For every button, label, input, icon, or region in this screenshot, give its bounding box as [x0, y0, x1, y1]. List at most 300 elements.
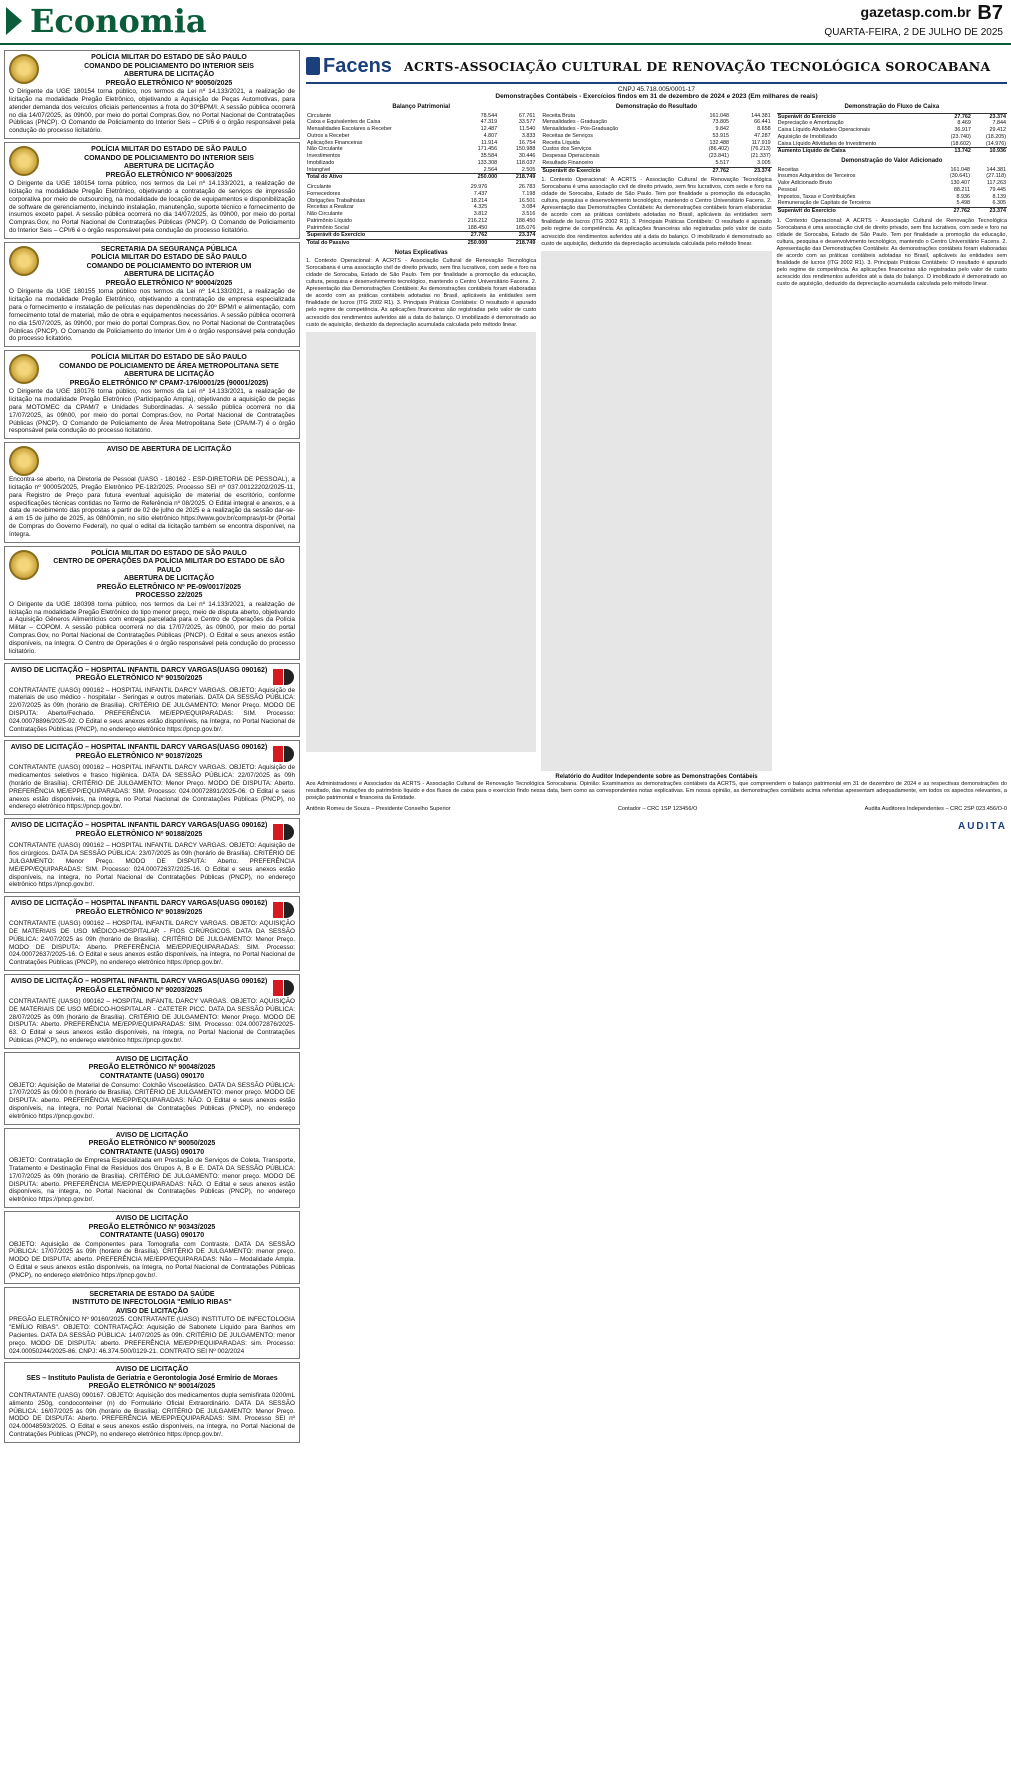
- notice-title-line: SECRETARIA DE ESTADO DA SAÚDE: [89, 1290, 215, 1298]
- signatures: [306, 806, 1007, 812]
- notice-header: [9, 1056, 295, 1082]
- table-row: [306, 153, 536, 160]
- row-label: Fornecedores: [307, 190, 341, 197]
- row-value: 79.445: [989, 186, 1006, 193]
- row-label: Imobilizado: [307, 159, 335, 166]
- row-label: Circulante: [307, 184, 332, 190]
- row-value: (23.841): [708, 153, 729, 159]
- section-title: [6, 2, 207, 40]
- notice-titles: [9, 822, 269, 839]
- legal-notice: [4, 1211, 300, 1284]
- notice-titles: [43, 550, 295, 601]
- notice-titles: [9, 1132, 295, 1158]
- table-row: [777, 141, 1007, 148]
- column-1: [306, 102, 536, 771]
- police-seal-icon: [9, 354, 39, 384]
- notice-title-line: AVISO DE LICITAÇÃO: [115, 1215, 189, 1223]
- table-row: [306, 140, 536, 147]
- row-value: 10.936: [972, 148, 1007, 155]
- balance-assets-table: [306, 113, 536, 182]
- row-value: (27.118): [986, 173, 1006, 180]
- row-value: 8.658: [757, 126, 771, 132]
- notice-title-line: AVISO DE LICITAÇÃO: [115, 1307, 189, 1315]
- notice-titles: [43, 146, 295, 180]
- row-label: Aplicações Financeiras: [307, 139, 363, 146]
- table-row: [541, 153, 771, 160]
- notice-title-line: AVISO DE LICITAÇÃO: [115, 1055, 189, 1063]
- row-value: 4.325: [473, 204, 488, 211]
- notice-body: CONTRATANTE (UASG) 090162 – HOSPITAL INFANTIL DARCY VARGAS. OBJETO: AQUISIÇÃO DE MATERIAIS DE USO MÉDICO-HOSPITALAR - CATETER PICC. DATA DA SESSÃO PÚBLICA: 28/07/2025 às 09h (horário de Brasília). CRITÉRIO DE JULGAMENTO: Menor Preço. MODO DE DISPUTA: Aberto. PREFERÊNCIA ME/EPP/EQUIPARADAS: SIM. Processo: 024.00072876/2025-63. O Edital e seus anexos estão disponíveis, na íntegra, no Portal Nacional de Contratações Públicas (PNCP), no endereço eletrônico https://pncp.gov.br/.: [9, 998, 295, 1045]
- row-label: Mensalidades - Pós-Graduação: [542, 126, 619, 132]
- column-2: [541, 102, 771, 771]
- row-value: 150.988: [515, 146, 536, 153]
- row-value: 161.048: [709, 112, 729, 119]
- notice-title-line: PREGÃO ELETRÔNICO Nº CPAM7-176/0001/25 (90001/2025): [69, 379, 269, 387]
- row-value: 29.976: [470, 184, 488, 190]
- value-added-table: [777, 167, 1007, 215]
- balance-title: Balanço Patrimonial: [392, 104, 450, 110]
- notice-body: O Dirigente da UGE 180176 torna público, nos termos da Lei nº 14.133/2021, a realização de licitação na modalidade Pregão Eletrônico (Participação Ampla), objetivando a aquisição de peças para MOTOMEC da CPAM/7 e Unidades Subordinadas. A sessão pública ocorrerá no dia 17/07/2025, às 09h00, por meio do portal Compras.Gov, no Portal Nacional de Contratações Públicas (PNCP). O Comando de Policiamento de Área Metropolitana Sete (CPA/M-7) é o órgão responsável pela condução do processo licitatório.: [9, 388, 295, 435]
- site-url[interactable]: gazetasp.com.br: [860, 4, 971, 20]
- row-value: 250.000: [440, 240, 488, 247]
- row-value: (23.740): [950, 133, 971, 140]
- row-value: 16.754: [518, 139, 536, 146]
- edition-date: QUARTA-FEIRA, 2 DE JULHO DE 2025: [824, 27, 1003, 38]
- row-value: 2.505: [521, 166, 536, 173]
- row-value: 144.381: [986, 166, 1006, 173]
- statements-subtitle: Demonstrações Contábeis - Exercícios findos em 31 de dezembro de 2024 e 2023 (Em milhares de reais): [495, 93, 818, 100]
- row-value: 29.412: [989, 127, 1006, 133]
- row-value: 171.456: [477, 146, 498, 153]
- row-value: 3.084: [521, 204, 536, 211]
- row-value: (18.602): [950, 140, 971, 147]
- row-value: 5.498: [956, 200, 970, 207]
- column-3: [777, 102, 1007, 771]
- facens-financial-statement: [306, 50, 1007, 1780]
- police-seal-icon: [9, 246, 39, 276]
- notice-title-line: AVISO DE LICITAÇÃO – HOSPITAL INFANTIL DARCY VARGAS(UASG 090162): [10, 978, 268, 986]
- notice-title-line: POLÍCIA MILITAR DO ESTADO DE SÃO PAULO: [91, 254, 247, 262]
- notice-header: [9, 246, 295, 289]
- table-row: [777, 167, 1007, 174]
- table-row: [777, 134, 1007, 141]
- notice-title-line: PROCESSO 22/2025: [135, 592, 203, 600]
- facens-logo-icon: [306, 57, 320, 75]
- notice-title-line: CONTRATANTE (UASG) 090170: [99, 1148, 205, 1156]
- row-label: Investimentos: [307, 153, 341, 159]
- row-label: Receitas de Serviços: [542, 132, 593, 139]
- table-row: [541, 126, 771, 133]
- row-label: Patrimônio Social: [307, 224, 349, 231]
- table-row: [541, 133, 771, 140]
- notice-title-line: PREGÃO ELETRÔNICO Nº 90203/2025: [75, 986, 203, 994]
- row-value: 11.914: [481, 139, 498, 146]
- notice-title-line: PREGÃO ELETRÔNICO Nº 90050/2025: [88, 1140, 216, 1148]
- notes-text-3: 1. Contexto Operacional: A ACRTS - Associação Cultural de Renovação Tecnológica Sorocabana é uma associação civil de direito privado, sem fins lucrativos, com sede e foro na cidade de Sorocaba, Estado de São Paulo. Tem por finalidade a promoção da educação, cultura, pesquisa e desenvolvimento tecnológico, mantendo o Centro Universitário Facens. 2. Apresentação das Demonstrações Contábeis: As demonstrações contábeis foram elaboradas de acordo com as práticas contábeis adotadas no Brasil, aplicáveis às entidades sem finalidade de lucros (ITG 2002 R1). 3. Principais Práticas Contábeis: O resultado é apurado pelo regime de competência. As aplicações financeiras são registradas pelo valor de custo acrescido dos rendimentos auferidos até a data do balanço. O imobilizado é demonstrado ao custo de aquisição, deduzido da depreciação acumulada calculada pelo método linear.: [776, 217, 1007, 288]
- row-label: Receita Bruta: [542, 112, 575, 119]
- row-label: Obrigações Trabalhistas: [307, 197, 366, 204]
- statement-columns: [306, 102, 1007, 771]
- org-title: ACRTS-ASSOCIAÇÃO CULTURAL DE RENOVAÇÃO TECNOLÓGICA SOROCABANA: [404, 58, 991, 74]
- signer-auditor: Audita Auditores Independentes – CRC 2SP 023.456/O-0: [864, 805, 1007, 812]
- notice-title-line: POLÍCIA MILITAR DO ESTADO DE SÃO PAULO: [91, 146, 247, 153]
- row-label: Aumento Líquido de Caixa: [777, 148, 937, 155]
- row-value: 8.936: [956, 193, 970, 200]
- row-value: 117.919: [751, 139, 771, 146]
- signer-accountant: Contador – CRC 1SP 123456/O: [617, 805, 698, 812]
- row-value: 36.917: [954, 127, 971, 133]
- notice-title-line: COMANDO DE POLICIAMENTO DO INTERIOR UM: [86, 262, 252, 270]
- notice-title-line: AVISO DE LICITAÇÃO – HOSPITAL INFANTIL DARCY VARGAS(UASG 090162): [10, 744, 268, 752]
- row-label: Caixa Líquido Atividades de Investimento: [777, 140, 877, 147]
- notice-title-line: INSTITUTO DE INFECTOLOGIA "EMÍLIO RIBAS": [72, 1299, 232, 1307]
- row-value: 67.761: [518, 112, 536, 119]
- page-number: B7: [977, 2, 1003, 24]
- row-value: 218.749: [498, 174, 536, 181]
- row-label: Aquisição de Imobilizado: [777, 133, 838, 140]
- table-row: [541, 167, 771, 174]
- notice-title-line: PREGÃO ELETRÔNICO Nº 90050/2025: [105, 79, 233, 87]
- notes-continued-block: [306, 332, 536, 752]
- row-value: 218.749: [488, 240, 536, 247]
- section-name: Economia: [30, 2, 207, 40]
- row-value: 16.501: [518, 197, 536, 204]
- row-label: Caixa e Equivalentes de Caixa: [307, 119, 381, 126]
- notice-title-line: PREGÃO ELETRÔNICO Nº PE-09/0017/2025: [96, 583, 242, 591]
- notice-header: [9, 54, 295, 88]
- notice-body: CONTRATANTE (UASG) 090162 – HOSPITAL INFANTIL DARCY VARGAS. OBJETO: Aquisição de fios cirúrgicos. DATA DA SESSÃO PÚBLICA: 23/07/2025 às 09h (horário de Brasília). CRITÉRIO DE JULGAMENTO: Menor Preço. MODO DE DISPUTA: Aberto. PREFERÊNCIA ME/EPP/EQUIPARADAS: SIM. Processo: 024.00072637/2025-16. O Edital e seus anexos estão disponíveis, na íntegra, no Portal Nacional de Contratações Públicas (PNCP), no endereço eletrônico https://pncp.gov.br/.: [9, 842, 295, 889]
- row-label: Superávit do Exercício: [777, 113, 937, 120]
- notice-titles: [9, 1056, 295, 1082]
- table-row: [306, 174, 536, 181]
- row-value: 216.212: [467, 217, 488, 224]
- notice-title-line: PREGÃO ELETRÔNICO Nº 90014/2025: [88, 1383, 216, 1391]
- notice-header: [9, 744, 295, 764]
- row-value: 7.437: [473, 190, 488, 197]
- notice-titles: [43, 54, 295, 88]
- notice-title-line: CONTRATANTE (UASG) 090170: [99, 1232, 205, 1240]
- notice-header: [9, 354, 295, 388]
- notice-body: CONTRATANTE (UASG) 090162 – HOSPITAL INFANTIL DARCY VARGAS. OBJETO: AQUISIÇÃO DE MATERIAIS DE USO MÉDICO-HOSPITALAR - FIOS CIRÚRGICOS. DATA DA SESSÃO PÚBLICA: 24/07/2025 às 09h (horário de Brasília). CRITÉRIO DE JULGAMENTO: Menor Preço. MODO DE DISPUTA: Aberto. PREFERÊNCIA ME/EPP/EQUIPARADAS: SIM. Processo: 024.00072637/2025-16. O Edital e seus anexos estão disponíveis, na íntegra, no Portal Nacional de Contratações Públicas (PNCP), no endereço eletrônico https://pncp.gov.br/.: [9, 920, 295, 967]
- notice-body: CONTRATANTE (UASG) 090162 – HOSPITAL INFANTIL DARCY VARGAS. OBJETO: Aquisição de medicamentos seletivos e frasco higiênica. DATA DA SESSÃO PÚBLICA: 22/07/2025 às 09h (horário de Brasília). CRITÉRIO DE JULGAMENTO: Menor Preço. MODO DE DISPUTA: Aberto. PREFERÊNCIA ME/EPP/EQUIPARADAS: SIM. Processo: 024.00072891/2025-06. O Edital e seus anexos estão disponíveis, na íntegra, no Portal Nacional de Contratações Públicas (PNCP), no endereço eletrônico https://pncp.gov.br/.: [9, 764, 295, 811]
- row-value: 133.308: [477, 159, 498, 166]
- notice-header: [9, 550, 295, 601]
- legal-notices-column: [4, 50, 300, 1780]
- legal-notice: [4, 546, 300, 660]
- table-row: [306, 167, 536, 174]
- row-value: 8.139: [992, 193, 1006, 200]
- notice-header: [9, 446, 295, 476]
- row-value: 117.263: [986, 180, 1006, 186]
- row-label: Insumos Adquiridos de Terceiros: [777, 173, 856, 180]
- legal-notice: [4, 1362, 300, 1442]
- legal-notice: [4, 242, 300, 347]
- notice-header: [9, 1215, 295, 1241]
- table-row: [306, 113, 536, 120]
- row-value: 118.037: [516, 159, 536, 166]
- notice-header: [9, 900, 295, 920]
- row-value: 132.488: [709, 139, 729, 146]
- notice-title-line: CENTRO DE OPERAÇÕES DA POLÍCIA MILITAR DO ESTADO DE SÃO PAULO: [53, 558, 285, 574]
- audit-firm-logo: AUDITA: [957, 820, 1007, 832]
- row-label: Despesas Operacionais: [542, 153, 600, 159]
- row-label: Caixa Líquido Atividades Operacionais: [777, 127, 870, 133]
- row-label: Outros a Receber: [307, 132, 350, 139]
- notice-header: [9, 146, 295, 180]
- row-value: 4.807: [483, 132, 498, 139]
- signer-president: Antônio Romeu de Souza – Presidente Conselho Superior: [306, 805, 451, 812]
- notice-title-line: ABERTURA DE LICITAÇÃO: [123, 575, 215, 583]
- notice-title-line: PREGÃO ELETRÔNICO Nº 90189/2025: [75, 908, 203, 916]
- table-row: [306, 119, 536, 126]
- notice-titles: [9, 1366, 295, 1392]
- auditor-title: Relatório do Auditor Independente sobre as Demonstrações Contábeis: [555, 773, 758, 780]
- dre-title: Demonstração do Resultado: [615, 104, 698, 110]
- legal-notice: [4, 663, 300, 738]
- row-value: 7.844: [992, 120, 1006, 127]
- row-value: 18.214: [470, 197, 488, 204]
- table-row: [777, 208, 1007, 215]
- row-label: Total do Passivo: [306, 240, 440, 247]
- table-row: [306, 232, 536, 240]
- notes-heading: Notas Explicativas: [394, 249, 448, 256]
- row-value: 188.450: [515, 217, 536, 224]
- row-value: 26.783: [518, 184, 536, 190]
- notice-title-line: AVISO DE LICITAÇÃO – HOSPITAL INFANTIL DARCY VARGAS(UASG 090162): [10, 822, 268, 830]
- police-seal-icon: [9, 54, 39, 84]
- notice-title-line: ABERTURA DE LICITAÇÃO: [123, 271, 215, 279]
- row-value: 12.487: [480, 126, 498, 132]
- table-row: [777, 194, 1007, 201]
- row-value: 33.577: [518, 119, 536, 126]
- notice-title-line: PREGÃO ELETRÔNICO Nº 90187/2025: [75, 752, 203, 760]
- table-row: [306, 133, 536, 140]
- row-label: Não Circulante: [307, 146, 343, 153]
- row-value: 47.287: [754, 132, 771, 139]
- row-value: 27.762: [440, 232, 488, 240]
- table-row: [777, 173, 1007, 180]
- notice-title-line: PREGÃO ELETRÔNICO Nº 90150/2025: [75, 675, 203, 683]
- legal-notice: [4, 1052, 300, 1125]
- row-value: 188.450: [467, 224, 488, 231]
- row-label: Resultado Financeiro: [542, 159, 594, 166]
- notice-body: O Dirigente da UGE 180154 torna público, nos termos da Lei nº 14.133/2021, a realização de licitação na modalidade Pregão Eletrônico, objetivando a Aquisição de Peças Automotivas, para atender demanda dos veículos oficiais pertencentes a frota do 30ºBPM/I. A sessão pública ocorrerá no dia 14/07/2025, às 09h00, por meio do portal Compras.Gov, no Portal Nacional de Contratações Públicas (PNCP). O Comando de Policiamento do Interior Seis – CPI/6 é o órgão responsável pela condução do processo licitatório.: [9, 88, 295, 135]
- tables-block: [541, 251, 771, 771]
- notice-body: O Dirigente da UGE 180398 torna público, nos termos da Lei nº 14.133/2021, a realização de licitação na modalidade Pregão Eletrônico do tipo menor preço, meio de disputa aberto, objetivando a Aquisição Gêneros Alimentícios com entrega parcelada para o Centro de Operações da Polícia Militar – COPOM. A sessão pública ocorrerá no dia 17/07/2025, às 09h00, por meio do portal Compras.Gov, no Portal Nacional de Contratações Públicas (PNCP). O Edital e seus anexos estão disponíveis, na íntegra. O Centro de Operações é o órgão responsável pela condução do processo licitatório.: [9, 600, 295, 655]
- table-row: [777, 113, 1007, 120]
- notice-title-line: PREGÃO ELETRÔNICO Nº 90048/2025: [88, 1064, 216, 1072]
- table-row: [306, 126, 536, 133]
- legal-notice: [4, 1287, 300, 1360]
- row-value: 11.540: [519, 126, 536, 132]
- notes-text: 1. Contexto Operacional: A ACRTS - Associação Cultural de Renovação Tecnológica Sorocabana é uma associação civil de direito privado, sem fins lucrativos, com sede e foro na cidade de Sorocaba, Estado de São Paulo. Tem por finalidade a promoção da educação, cultura, pesquisa e desenvolvimento tecnológico, mantendo o Centro Universitário Facens. 2. Apresentação das Demonstrações Contábeis: As demonstrações contábeis foram elaboradas de acordo com as práticas contábeis adotadas no Brasil, aplicáveis às entidades sem finalidade de lucros (ITG 2002 R1). 3. Principais Práticas Contábeis: O resultado é apurado pelo regime de competência. As aplicações financeiras são registradas pelo valor de custo acrescido dos rendimentos auferidos até a data do balanço. O imobilizado é demonstrado ao custo de aquisição, deduzido da depreciação acumulada calculada pelo método linear.: [306, 258, 537, 328]
- notice-title-line: PREGÃO ELETRÔNICO Nº 90188/2025: [75, 830, 203, 838]
- page-header: [0, 0, 1011, 44]
- row-value: 23.374: [730, 167, 772, 174]
- notice-title-line: PREGÃO ELETRÔNICO Nº 90004/2025: [105, 279, 233, 287]
- legal-notice: [4, 896, 300, 971]
- cash-title: Demonstração do Fluxo de Caixa: [844, 104, 940, 110]
- header-rule: [0, 43, 1011, 45]
- table-row: [306, 218, 536, 225]
- notice-titles: [9, 1215, 295, 1241]
- row-value: 5.517: [715, 159, 729, 166]
- row-value: 35.584: [480, 153, 498, 159]
- row-value: 3.812: [473, 211, 488, 217]
- table-row: [306, 160, 536, 167]
- notice-title-line: COMANDO DE POLICIAMENTO DO INTERIOR SEIS: [84, 62, 254, 70]
- row-value: (30.641): [949, 173, 970, 180]
- row-value: 3.833: [521, 132, 536, 139]
- row-label: Pessoal: [777, 186, 797, 193]
- notice-body: PREGÃO ELETRÔNICO Nº 90160/2025. CONTRATANTE (UASG) INSTITUTO DE INFECTOLOGIA "EMÍLIO RIBAS". OBJETO: CONTRATAÇÃO: Aquisição de Sabonete Líquido para Banhos em Pacientes. DATA DA SESSÃO PÚBLICA: 14/07/2025 às 09h. CRITÉRIO DE JULGAMENTO: menor preço. MODO DE DISPUTA: aberto. PREFERÊNCIA ME/EPP/EQUIPARADAS: sim. Processo: 024.00050244/2025-86. CNPJ: 46.374.500/0129-21. CONTRATO SEI Nº 002/2024: [9, 1316, 295, 1355]
- notice-header: [9, 1132, 295, 1158]
- notice-titles: [43, 446, 295, 455]
- table-row: [541, 146, 771, 153]
- table-row: [306, 211, 536, 218]
- table-row: [777, 120, 1007, 127]
- police-seal-icon: [9, 550, 39, 580]
- row-value: 8.469: [957, 120, 971, 127]
- notice-body: CONTRATANTE (UASG) 090162 – HOSPITAL INFANTIL DARCY VARGAS. OBJETO: Aquisição de materiais de uso médico - hospitalar - Seringas e outros materiais. DATA DA SESSÃO PÚBLICA: 22/07/2025 às 09h (horário de Brasília). CRITÉRIO DE JULGAMENTO: Menor Preço. MODO DE DISPUTA: Aberto/Fechado. PREFERÊNCIA ME/EPP/EQUIPARADAS: SIM. Processo: 024.00078896/2025-92. O Edital e seus anexos estão disponíveis, na íntegra, no Portal Nacional de Contratações Públicas (PNCP), no endereço eletrônico https://pncp.gov.br/.: [9, 686, 295, 733]
- notice-title-line: PREGÃO ELETRÔNICO Nº 90063/2025: [105, 171, 233, 179]
- notice-title-line: AVISO DE LICITAÇÃO – HOSPITAL INFANTIL DARCY VARGAS(UASG 090162): [10, 900, 268, 908]
- balance-liabilities-table: [306, 184, 536, 247]
- row-value: 6.305: [992, 200, 1006, 207]
- row-value: 23.374: [972, 113, 1007, 120]
- notice-title-line: SES – Instituto Paulista de Geriatria e Gerontologia José Ermírio de Moraes: [26, 1374, 278, 1382]
- police-seal-icon: [9, 446, 39, 476]
- row-value: (18.205): [985, 133, 1006, 140]
- notice-body: CONTRATANTE (UASG) 090167. OBJETO: Aquisição dos medicamentos dupla semisfirata 0200mL alimento 250g, condoconteiner (n) do Formulário Oficial Extraordinário. DATA DA SESSÃO PÚBLICA: 16/07/2025 às 09h (horário de Brasília). CRITÉRIO DE JULGAMENTO: Menor Preço. MODO DE DISPUTA: Aberto. PREFERÊNCIA ME/EPP/EQUIPARADAS: SIM. Processo SEI nº 024.00048593/2025. O Edital e seus anexos estão disponíveis, na íntegra, no Portal Nacional de Contratações Públicas (PNCP), no endereço eletrônico https://pncp.gov.br/.: [9, 1391, 295, 1438]
- row-value: 30.446: [518, 153, 536, 159]
- legal-notice: [4, 50, 300, 139]
- row-label: Custos dos Serviços: [542, 146, 592, 153]
- cash-flow-table: [777, 113, 1007, 156]
- row-value: 13.742: [937, 148, 972, 155]
- notice-header: [9, 1366, 295, 1392]
- notice-body: Encontra-se aberto, na Diretoria de Pessoal (UASG - 180162 - ESP-DIRETORIA DE PESSOAL), a licitação nº 90005/2025, Pregão Eletrônico PE-182/2025. Processo SEI nº 037.00122202/2025-11, para Registro de Preço para futura eventual aquisição de material de escritório, conforme especificações técnicas contidas no Termo de Referência nº 08/2025. O Edital integral e anexos, e a data de recebimento das propostas a partir de 02 de julho de 2025 e a realização da sessão dar-se-á em 15 de julho de 2025, às 08h00min, no sítio eletrônico https://www.gov.br/compras/pt-br (Portal de Compras do Governo Federal), no qual o edital da licitação também se encontra disponível, na íntegra.: [9, 476, 295, 538]
- table-row: [306, 191, 536, 198]
- sp-government-logo-icon: [273, 822, 295, 842]
- row-label: Mensalidades Escolares a Receber: [307, 126, 392, 132]
- row-label: Valor Adicionado Bruto: [777, 180, 833, 186]
- row-label: Superávit do Exercício: [306, 232, 440, 240]
- row-value: (86.402): [708, 146, 729, 153]
- notice-header: [9, 978, 295, 998]
- notice-title-line: ABERTURA DE LICITAÇÃO: [123, 163, 215, 171]
- legal-notice: [4, 142, 300, 239]
- table-row: [541, 119, 771, 126]
- row-value: 9.842: [715, 126, 729, 132]
- notice-titles: [9, 744, 269, 761]
- notice-titles: [9, 667, 269, 684]
- table-row: [777, 200, 1007, 207]
- dre-table: [541, 113, 771, 175]
- notice-titles: [9, 1291, 295, 1317]
- legal-notice: [4, 740, 300, 815]
- table-row: [306, 225, 536, 232]
- row-value: 7.198: [521, 190, 536, 197]
- row-value: 165.076: [515, 224, 536, 231]
- notice-title-line: COMANDO DE POLICIAMENTO DO INTERIOR SEIS: [84, 154, 254, 162]
- row-label: Não Circulante: [307, 211, 343, 217]
- table-row: [306, 204, 536, 211]
- notice-title-line: AVISO DE LICITAÇÃO: [115, 1366, 189, 1374]
- table-row: [541, 160, 771, 167]
- row-value: 130.407: [950, 180, 970, 186]
- table-row: [777, 180, 1007, 187]
- row-label: Circulante: [307, 112, 332, 119]
- org-cnpj: CNPJ 45.718.005/0001-17: [618, 86, 695, 93]
- row-label: Receita Líquida: [542, 139, 580, 146]
- notice-header: [9, 1291, 295, 1317]
- row-value: 3.516: [521, 211, 536, 217]
- table-row: [541, 113, 771, 120]
- chevron-right-icon: [6, 7, 22, 35]
- row-value: 78.544: [480, 112, 498, 119]
- row-value: 3.005: [757, 159, 771, 166]
- sp-government-logo-icon: [273, 667, 295, 687]
- table-row: [306, 240, 536, 247]
- row-value: 66.441: [754, 119, 771, 126]
- notice-titles: [9, 978, 269, 995]
- row-value: 47.319: [480, 119, 498, 126]
- row-label: Remuneração de Capitais de Terceiros: [777, 200, 871, 207]
- table-row: [306, 198, 536, 205]
- notice-body: O Dirigente da UGE 180154 torna público, nos termos da Lei nº 14.133/2021, a realização de licitação na modalidade Pregão Eletrônico, objetivando a contratação de serviços de impressão corporativa por meio de outsourcing, na modalidade de locação de equipamentos e disponibilização de software de gerenciamento, incluindo instalação, manutenção, suporte técnico e fornecimento de insumos exceto papel. A sessão pública ocorrerá no dia 14/07/2025, às 09h00, por meio do portal Compras.Gov, no Portal Nacional de Contratações Públicas (PNCP). O Comando de Policiamento do Interior Seis – CPI/6 é o órgão responsável pela condução do processo licitatório.: [9, 180, 295, 234]
- row-value: 27.762: [688, 167, 730, 174]
- sp-government-logo-icon: [273, 900, 295, 920]
- row-value: 88.211: [953, 186, 970, 193]
- row-label: Patrimônio Líquido: [307, 217, 352, 224]
- row-label: Depreciação e Amortização: [777, 120, 844, 127]
- row-value: 27.762: [937, 113, 972, 120]
- row-value: 2.564: [483, 166, 498, 173]
- auditor-text: Aos Administradores e Associados da ACRTS - Associação Cultural de Renovação Tecnológica Sorocabana. Opinião: Examinamos as demonstrações contábeis da ACRTS, que compreendem o balanço patrimonial em 31 de dezembro de 2024 e as respectivas demonstrações do resultado, das mutações do patrimônio líquido e dos fluxos de caixa para o exercício findo nessa data, bem como as correspondentes notas explicativas. Em nossa opinião, as demonstrações contábeis acima referidas apresentam adequadamente, em todos os aspectos relevantes, a posição patrimonial e financeira da Entidade.: [306, 780, 1007, 801]
- notice-title-line: POLÍCIA MILITAR DO ESTADO DE SÃO PAULO: [91, 354, 247, 362]
- notes-text-2: 1. Contexto Operacional: A ACRTS - Associação Cultural de Renovação Tecnológica Sorocabana é uma associação civil de direito privado, sem fins lucrativos, com sede e foro na cidade de Sorocaba, Estado de São Paulo. Tem por finalidade a promoção da educação, cultura, pesquisa e desenvolvimento tecnológico, mantendo o Centro Universitário Facens. 2. Apresentação das Demonstrações Contábeis: As demonstrações contábeis foram elaboradas de acordo com as práticas contábeis adotadas no Brasil, aplicáveis às entidades sem finalidade de lucros (ITG 2002 R1). 3. Principais Práticas Contábeis: O resultado é apurado pelo regime de competência. As aplicações financeiras são registradas pelo valor de custo acrescido dos rendimentos auferidos até a data do balanço. O imobilizado é demonstrado ao custo de aquisição, deduzido da depreciação acumulada calculada pelo método linear.: [541, 177, 772, 247]
- legal-notice: [4, 818, 300, 893]
- notice-title-line: POLÍCIA MILITAR DO ESTADO DE SÃO PAULO: [91, 54, 247, 61]
- notice-title-line: CONTRATANTE (UASG) 090170: [99, 1072, 205, 1080]
- row-label: Intangível: [307, 166, 331, 173]
- row-value: 23.374: [488, 232, 536, 240]
- value-title: Demonstração do Valor Adicionado: [841, 158, 943, 164]
- notice-title-line: PREGÃO ELETRÔNICO Nº 90343/2025: [88, 1223, 216, 1231]
- row-value: 73.805: [712, 119, 729, 126]
- row-value: 27.762: [934, 208, 971, 215]
- row-value: 144.381: [751, 112, 771, 119]
- row-value: 53.915: [712, 132, 729, 139]
- row-value: (14.976): [985, 140, 1006, 147]
- table-row: [777, 127, 1007, 134]
- notice-titles: [9, 900, 269, 917]
- notice-title-line: COMANDO DE POLICIAMENTO DE ÁREA METROPOLITANA SETE: [59, 362, 279, 370]
- row-value: 250.000: [460, 174, 498, 181]
- row-value: 23.374: [971, 208, 1007, 215]
- notice-title-line: ABERTURA DE LICITAÇÃO: [123, 71, 215, 79]
- row-label: Receitas: [777, 166, 799, 173]
- row-value: (21.337): [750, 153, 771, 159]
- legal-notice: [4, 442, 300, 543]
- table-row: [541, 140, 771, 147]
- notice-title-line: AVISO DE ABERTURA DE LICITAÇÃO: [106, 446, 232, 454]
- notice-header: [9, 667, 295, 687]
- notice-body: OBJETO: Contratação de Empresa Especializada em Prestação de Serviços de Coleta, Transporte, Tratamento e Destinação Final de Resíduos dos Grupos A, B e E. DATA DA SESSÃO PÚBLICA: 17/07/2025 às 09h (horário de Brasília). CRITÉRIO DE JULGAMENTO: menor preço. MODO DE DISPUTA: aberto. PREFERÊNCIA ME/EPP/EQUIPARADAS: NÃO. O Edital e seus anexos estão disponíveis, na íntegra, no Portal Nacional de Contratações Públicas (PNCP), no endereço eletrônico https://pncp.gov.br/.: [9, 1157, 295, 1204]
- row-label: Superávit do Exercício: [777, 208, 935, 215]
- sp-government-logo-icon: [273, 978, 295, 998]
